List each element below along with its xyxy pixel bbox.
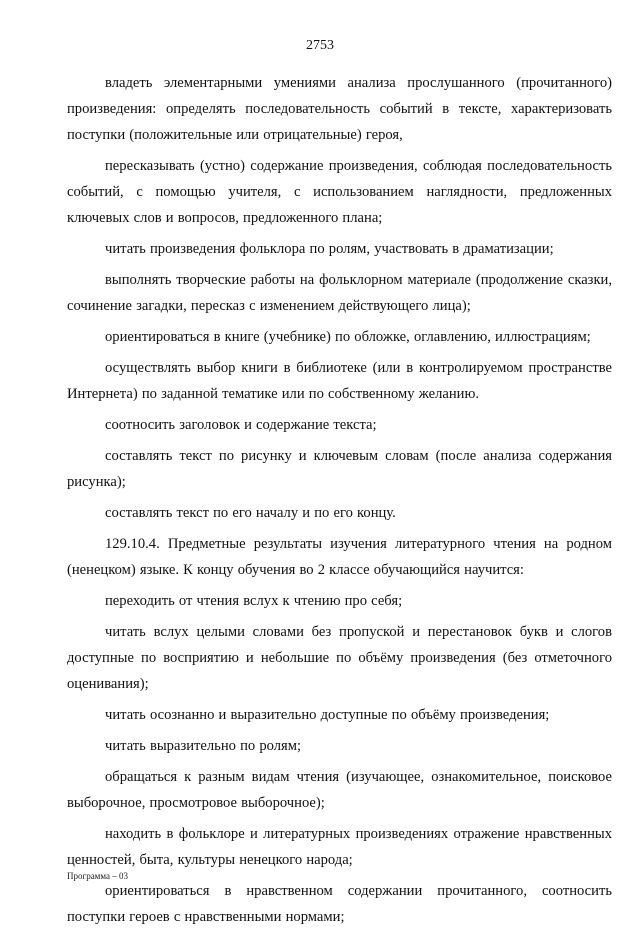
paragraph: пересказывать (устно) содержание произведения, соблюдая последовательность событий, с помощью учителя, с использованием наглядности, предложенных ключевых слов и вопросов, предложенного плана; <box>67 158 612 226</box>
paragraph: выполнять творческие работы на фольклорном материале (продолжение сказки, сочинение загадки, пересказ с изменением действующего лица); <box>67 272 612 314</box>
page-footer: Программа – 03 <box>67 871 129 881</box>
paragraph: читать выразительно по ролям; <box>105 738 302 754</box>
paragraph: читать осознанно и выразительно доступные по объёму произведения; <box>105 707 550 723</box>
paragraph: читать вслух целыми словами без пропуской и перестановок букв и слогов доступные по восприятию и небольшие по объёму произведения (без отметочного оценивания); <box>67 624 612 692</box>
paragraph: читать произведения фольклора по ролям, участвовать в драматизации; <box>105 241 554 257</box>
paragraph: владеть элементарными умениями анализа прослушанного (прочитанного) произведения: определять последовательность событий в тексте, характеризовать поступки (положительные или отрицательные) героя, <box>67 75 612 143</box>
paragraph: обращаться к разным видам чтения (изучающее, ознакомительное, поисковое выборочное, просмотровое выборочное); <box>67 769 612 811</box>
section-heading-paragraph: 129.10.4. Предметные результаты изучения литературного чтения на родном (ненецком) языке. К концу обучения во 2 классе обучающийся научится: <box>67 536 612 578</box>
page-number: 2753 <box>306 38 334 53</box>
paragraph: переходить от чтения вслух к чтению про себя; <box>105 593 403 609</box>
document-body <box>67 70 612 935</box>
paragraph: находить в фольклоре и литературных произведениях отражение нравственных ценностей, быта, культуры ненецкого народа; <box>67 826 612 868</box>
paragraph: ориентироваться в книге (учебнике) по обложке, оглавлению, иллюстрациям; <box>105 329 591 345</box>
paragraph: ориентироваться в нравственном содержании прочитанного, соотносить поступки героев с нравственными нормами; <box>67 883 612 925</box>
paragraph: составлять текст по его началу и по его концу. <box>105 505 396 521</box>
paragraph: составлять текст по рисунку и ключевым словам (после анализа содержания рисунка); <box>67 448 612 490</box>
paragraph: соотносить заголовок и содержание текста; <box>105 417 377 433</box>
paragraph: осуществлять выбор книги в библиотеке (или в контролируемом пространстве Интернета) по заданной тематике или по собственному желанию. <box>67 360 612 402</box>
